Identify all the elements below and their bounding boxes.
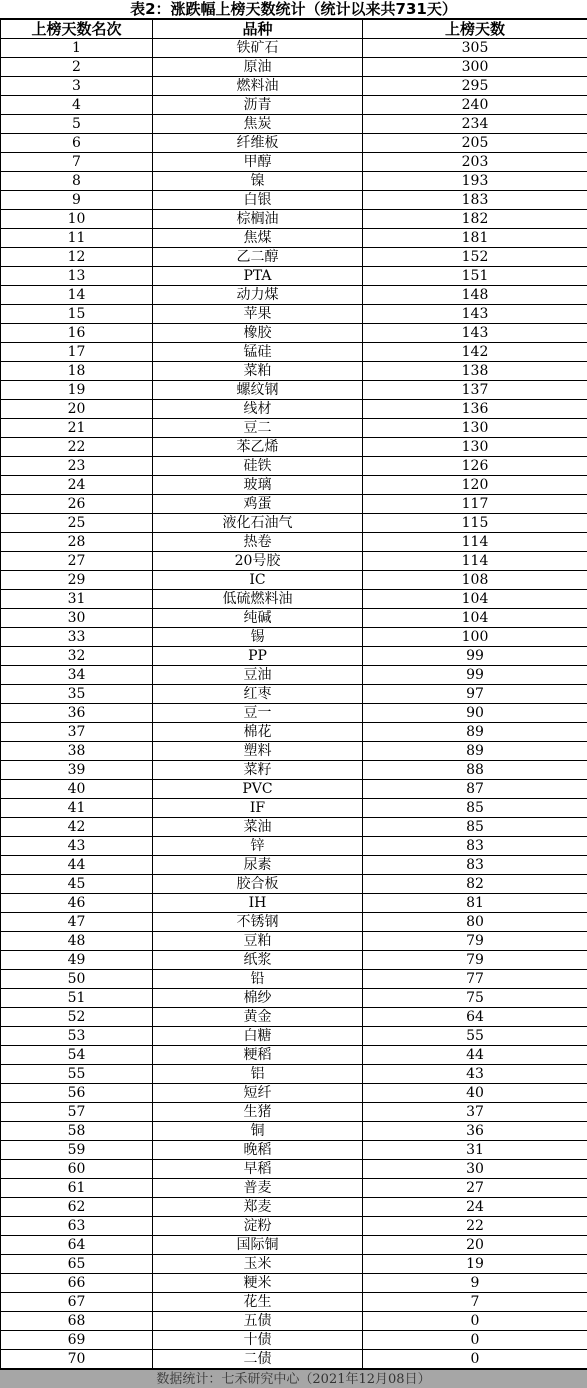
table-row <box>1 1008 587 1027</box>
table-row <box>1 647 587 666</box>
variety-cell: 纯碱 <box>153 609 363 628</box>
variety-cell: 纸浆 <box>153 951 363 970</box>
days-cell: 40 <box>363 1084 587 1103</box>
rank-cell: 63 <box>1 1217 153 1236</box>
table-body <box>1 39 587 1369</box>
table-row <box>1 913 587 932</box>
days-cell: 37 <box>363 1103 587 1122</box>
rank-cell: 43 <box>1 837 153 856</box>
variety-cell: 早稻 <box>153 1160 363 1179</box>
table-row <box>1 172 587 191</box>
days-cell: 117 <box>363 495 587 514</box>
variety-cell: PP <box>153 647 363 666</box>
rank-cell: 18 <box>1 362 153 381</box>
rank-cell: 28 <box>1 533 153 552</box>
table-row <box>1 1027 587 1046</box>
variety-cell: 豆油 <box>153 666 363 685</box>
variety-cell: 20号胶 <box>153 552 363 571</box>
rank-cell: 62 <box>1 1198 153 1217</box>
table-row <box>1 267 587 286</box>
days-cell: 20 <box>363 1236 587 1255</box>
variety-cell: 短纤 <box>153 1084 363 1103</box>
rank-cell: 57 <box>1 1103 153 1122</box>
table-row <box>1 96 587 115</box>
variety-cell: 热卷 <box>153 533 363 552</box>
table-row <box>1 1255 587 1274</box>
rank-cell: 59 <box>1 1141 153 1160</box>
variety-cell: PTA <box>153 267 363 286</box>
days-cell: 88 <box>363 761 587 780</box>
days-cell: 115 <box>363 514 587 533</box>
days-cell: 0 <box>363 1312 587 1331</box>
days-cell: 19 <box>363 1255 587 1274</box>
source-footer: 数据统计：七禾研究中心（2021年12月08日） <box>0 1369 587 1388</box>
table-row <box>1 609 587 628</box>
variety-cell: 尿素 <box>153 856 363 875</box>
table-row <box>1 533 587 552</box>
rank-cell: 17 <box>1 343 153 362</box>
days-cell: 305 <box>363 39 587 58</box>
days-cell: 27 <box>363 1179 587 1198</box>
rank-cell: 61 <box>1 1179 153 1198</box>
variety-cell: 低硫燃料油 <box>153 590 363 609</box>
rank-cell: 48 <box>1 932 153 951</box>
rank-cell: 60 <box>1 1160 153 1179</box>
table-row <box>1 419 587 438</box>
rank-cell: 39 <box>1 761 153 780</box>
days-cell: 55 <box>363 1027 587 1046</box>
days-cell: 137 <box>363 381 587 400</box>
header-row <box>1 20 587 39</box>
variety-cell: 玻璃 <box>153 476 363 495</box>
table-row <box>1 1122 587 1141</box>
rank-cell: 15 <box>1 305 153 324</box>
variety-cell: 镍 <box>153 172 363 191</box>
variety-cell: 晚稻 <box>153 1141 363 1160</box>
days-cell: 130 <box>363 419 587 438</box>
days-cell: 87 <box>363 780 587 799</box>
table-row <box>1 476 587 495</box>
variety-cell: 白银 <box>153 191 363 210</box>
variety-cell: 红枣 <box>153 685 363 704</box>
table-row <box>1 552 587 571</box>
rank-cell: 10 <box>1 210 153 229</box>
variety-cell: 焦煤 <box>153 229 363 248</box>
rank-cell: 67 <box>1 1293 153 1312</box>
table-row <box>1 1141 587 1160</box>
days-cell: 44 <box>363 1046 587 1065</box>
variety-cell: 豆二 <box>153 419 363 438</box>
table-row <box>1 229 587 248</box>
rank-cell: 20 <box>1 400 153 419</box>
variety-cell: 粳米 <box>153 1274 363 1293</box>
days-cell: 100 <box>363 628 587 647</box>
rank-cell: 19 <box>1 381 153 400</box>
variety-cell: 二债 <box>153 1350 363 1369</box>
table-row <box>1 495 587 514</box>
table-row <box>1 1046 587 1065</box>
days-cell: 151 <box>363 267 587 286</box>
days-cell: 80 <box>363 913 587 932</box>
rank-cell: 5 <box>1 115 153 134</box>
rank-cell: 42 <box>1 818 153 837</box>
rank-cell: 66 <box>1 1274 153 1293</box>
table-title: 表2：涨跌幅上榜天数统计（统计以来共731天） <box>0 0 587 19</box>
table-row <box>1 400 587 419</box>
rank-cell: 8 <box>1 172 153 191</box>
variety-cell: 苯乙烯 <box>153 438 363 457</box>
variety-cell: 动力煤 <box>153 286 363 305</box>
days-cell: 295 <box>363 77 587 96</box>
variety-cell: PVC <box>153 780 363 799</box>
variety-cell: 普麦 <box>153 1179 363 1198</box>
rank-cell: 58 <box>1 1122 153 1141</box>
days-cell: 24 <box>363 1198 587 1217</box>
rank-cell: 2 <box>1 58 153 77</box>
header-days: 上榜天数 <box>363 20 587 39</box>
variety-cell: 豆一 <box>153 704 363 723</box>
rank-cell: 21 <box>1 419 153 438</box>
table-row <box>1 77 587 96</box>
variety-cell: 沥青 <box>153 96 363 115</box>
variety-cell: 棉纱 <box>153 989 363 1008</box>
days-cell: 126 <box>363 457 587 476</box>
rank-cell: 45 <box>1 875 153 894</box>
variety-cell: 花生 <box>153 1293 363 1312</box>
days-cell: 97 <box>363 685 587 704</box>
table-row <box>1 1312 587 1331</box>
table-row <box>1 590 587 609</box>
rank-cell: 36 <box>1 704 153 723</box>
table-row <box>1 1236 587 1255</box>
days-cell: 104 <box>363 590 587 609</box>
table-row <box>1 704 587 723</box>
rank-cell: 7 <box>1 153 153 172</box>
days-cell: 83 <box>363 837 587 856</box>
days-cell: 43 <box>363 1065 587 1084</box>
variety-cell: 十债 <box>153 1331 363 1350</box>
variety-cell: 铜 <box>153 1122 363 1141</box>
days-cell: 90 <box>363 704 587 723</box>
table-row <box>1 894 587 913</box>
table-row <box>1 799 587 818</box>
variety-cell: 锡 <box>153 628 363 647</box>
days-cell: 79 <box>363 932 587 951</box>
days-cell: 36 <box>363 1122 587 1141</box>
days-cell: 193 <box>363 172 587 191</box>
table-row <box>1 666 587 685</box>
rank-cell: 32 <box>1 647 153 666</box>
rank-cell: 14 <box>1 286 153 305</box>
rank-cell: 52 <box>1 1008 153 1027</box>
days-cell: 0 <box>363 1350 587 1369</box>
days-cell: 203 <box>363 153 587 172</box>
variety-cell: 螺纹钢 <box>153 381 363 400</box>
header-rank: 上榜天数名次 <box>1 20 153 39</box>
variety-cell: 甲醇 <box>153 153 363 172</box>
variety-cell: 棉花 <box>153 723 363 742</box>
days-cell: 82 <box>363 875 587 894</box>
rank-cell: 6 <box>1 134 153 153</box>
rank-cell: 40 <box>1 780 153 799</box>
rank-cell: 23 <box>1 457 153 476</box>
days-cell: 182 <box>363 210 587 229</box>
table-row <box>1 248 587 267</box>
days-cell: 104 <box>363 609 587 628</box>
rank-cell: 4 <box>1 96 153 115</box>
variety-cell: 玉米 <box>153 1255 363 1274</box>
variety-cell: 橡胶 <box>153 324 363 343</box>
rank-cell: 33 <box>1 628 153 647</box>
table-row <box>1 685 587 704</box>
table-row <box>1 1350 587 1369</box>
rank-cell: 46 <box>1 894 153 913</box>
table-row <box>1 1198 587 1217</box>
table-row <box>1 1160 587 1179</box>
rank-cell: 38 <box>1 742 153 761</box>
table-row <box>1 153 587 172</box>
table-row <box>1 210 587 229</box>
variety-cell: IH <box>153 894 363 913</box>
days-cell: 7 <box>363 1293 587 1312</box>
days-cell: 64 <box>363 1008 587 1027</box>
variety-cell: 菜油 <box>153 818 363 837</box>
rank-cell: 65 <box>1 1255 153 1274</box>
rank-cell: 49 <box>1 951 153 970</box>
rank-cell: 70 <box>1 1350 153 1369</box>
days-cell: 0 <box>363 1331 587 1350</box>
table-row <box>1 457 587 476</box>
rank-cell: 27 <box>1 552 153 571</box>
rank-cell: 68 <box>1 1312 153 1331</box>
table-row <box>1 305 587 324</box>
rank-cell: 47 <box>1 913 153 932</box>
variety-cell: 郑麦 <box>153 1198 363 1217</box>
table-row <box>1 286 587 305</box>
table-row <box>1 723 587 742</box>
ranking-table <box>0 19 587 1369</box>
table-row <box>1 875 587 894</box>
table-row <box>1 438 587 457</box>
days-cell: 22 <box>363 1217 587 1236</box>
variety-cell: 棕榈油 <box>153 210 363 229</box>
days-cell: 108 <box>363 571 587 590</box>
variety-cell: 纤维板 <box>153 134 363 153</box>
rank-cell: 9 <box>1 191 153 210</box>
days-cell: 181 <box>363 229 587 248</box>
variety-cell: 焦炭 <box>153 115 363 134</box>
table-row <box>1 58 587 77</box>
rank-cell: 22 <box>1 438 153 457</box>
days-cell: 89 <box>363 723 587 742</box>
days-cell: 142 <box>363 343 587 362</box>
table-row <box>1 1293 587 1312</box>
days-cell: 148 <box>363 286 587 305</box>
variety-cell: 五债 <box>153 1312 363 1331</box>
variety-cell: 生猪 <box>153 1103 363 1122</box>
table-row <box>1 191 587 210</box>
days-cell: 234 <box>363 115 587 134</box>
variety-cell: 乙二醇 <box>153 248 363 267</box>
days-cell: 75 <box>363 989 587 1008</box>
table-row <box>1 134 587 153</box>
table-row <box>1 970 587 989</box>
variety-cell: 原油 <box>153 58 363 77</box>
days-cell: 143 <box>363 324 587 343</box>
table-row <box>1 362 587 381</box>
rank-cell: 30 <box>1 609 153 628</box>
rank-cell: 50 <box>1 970 153 989</box>
days-cell: 130 <box>363 438 587 457</box>
table-row <box>1 324 587 343</box>
rank-cell: 55 <box>1 1065 153 1084</box>
days-cell: 85 <box>363 799 587 818</box>
days-cell: 183 <box>363 191 587 210</box>
variety-cell: 锌 <box>153 837 363 856</box>
variety-cell: 豆粕 <box>153 932 363 951</box>
table-row <box>1 381 587 400</box>
days-cell: 83 <box>363 856 587 875</box>
table-row <box>1 951 587 970</box>
variety-cell: 淀粉 <box>153 1217 363 1236</box>
days-cell: 99 <box>363 647 587 666</box>
variety-cell: 塑料 <box>153 742 363 761</box>
days-cell: 138 <box>363 362 587 381</box>
rank-cell: 35 <box>1 685 153 704</box>
variety-cell: 线材 <box>153 400 363 419</box>
table-row <box>1 115 587 134</box>
rank-cell: 44 <box>1 856 153 875</box>
variety-cell: 锰硅 <box>153 343 363 362</box>
days-cell: 85 <box>363 818 587 837</box>
days-cell: 114 <box>363 533 587 552</box>
table-row <box>1 837 587 856</box>
rank-cell: 11 <box>1 229 153 248</box>
table-row <box>1 818 587 837</box>
variety-cell: 铝 <box>153 1065 363 1084</box>
rank-cell: 34 <box>1 666 153 685</box>
variety-cell: 铅 <box>153 970 363 989</box>
table-row <box>1 1179 587 1198</box>
days-cell: 205 <box>363 134 587 153</box>
table-row <box>1 1103 587 1122</box>
days-cell: 120 <box>363 476 587 495</box>
variety-cell: 不锈钢 <box>153 913 363 932</box>
rank-cell: 56 <box>1 1084 153 1103</box>
variety-cell: 苹果 <box>153 305 363 324</box>
days-cell: 31 <box>363 1141 587 1160</box>
table-row <box>1 1331 587 1350</box>
rank-cell: 37 <box>1 723 153 742</box>
variety-cell: 燃料油 <box>153 77 363 96</box>
days-cell: 77 <box>363 970 587 989</box>
rank-cell: 24 <box>1 476 153 495</box>
rank-cell: 29 <box>1 571 153 590</box>
days-cell: 99 <box>363 666 587 685</box>
rank-cell: 26 <box>1 495 153 514</box>
table-row <box>1 856 587 875</box>
variety-cell: IF <box>153 799 363 818</box>
rank-cell: 16 <box>1 324 153 343</box>
table-row <box>1 1065 587 1084</box>
days-cell: 114 <box>363 552 587 571</box>
variety-cell: 菜粕 <box>153 362 363 381</box>
table-row <box>1 932 587 951</box>
days-cell: 300 <box>363 58 587 77</box>
table-row <box>1 514 587 533</box>
header-variety: 品种 <box>153 20 363 39</box>
rank-cell: 69 <box>1 1331 153 1350</box>
variety-cell: IC <box>153 571 363 590</box>
days-cell: 240 <box>363 96 587 115</box>
rank-cell: 51 <box>1 989 153 1008</box>
rank-cell: 3 <box>1 77 153 96</box>
rank-cell: 1 <box>1 39 153 58</box>
days-cell: 81 <box>363 894 587 913</box>
variety-cell: 胶合板 <box>153 875 363 894</box>
table-row <box>1 39 587 58</box>
table-row <box>1 761 587 780</box>
rank-cell: 25 <box>1 514 153 533</box>
rank-cell: 53 <box>1 1027 153 1046</box>
days-cell: 136 <box>363 400 587 419</box>
table-row <box>1 742 587 761</box>
table-row <box>1 1217 587 1236</box>
rank-cell: 31 <box>1 590 153 609</box>
table-row <box>1 1084 587 1103</box>
variety-cell: 白糖 <box>153 1027 363 1046</box>
rank-cell: 13 <box>1 267 153 286</box>
table-row <box>1 571 587 590</box>
table-row <box>1 1274 587 1293</box>
days-cell: 152 <box>363 248 587 267</box>
variety-cell: 鸡蛋 <box>153 495 363 514</box>
rank-cell: 54 <box>1 1046 153 1065</box>
variety-cell: 液化石油气 <box>153 514 363 533</box>
days-cell: 30 <box>363 1160 587 1179</box>
rank-cell: 41 <box>1 799 153 818</box>
table-row <box>1 343 587 362</box>
table-row <box>1 989 587 1008</box>
days-cell: 89 <box>363 742 587 761</box>
variety-cell: 黄金 <box>153 1008 363 1027</box>
table-row <box>1 628 587 647</box>
rank-cell: 64 <box>1 1236 153 1255</box>
variety-cell: 粳稻 <box>153 1046 363 1065</box>
variety-cell: 铁矿石 <box>153 39 363 58</box>
variety-cell: 国际铜 <box>153 1236 363 1255</box>
rank-cell: 12 <box>1 248 153 267</box>
variety-cell: 硅铁 <box>153 457 363 476</box>
table-row <box>1 780 587 799</box>
variety-cell: 菜籽 <box>153 761 363 780</box>
days-cell: 143 <box>363 305 587 324</box>
days-cell: 9 <box>363 1274 587 1293</box>
days-cell: 79 <box>363 951 587 970</box>
